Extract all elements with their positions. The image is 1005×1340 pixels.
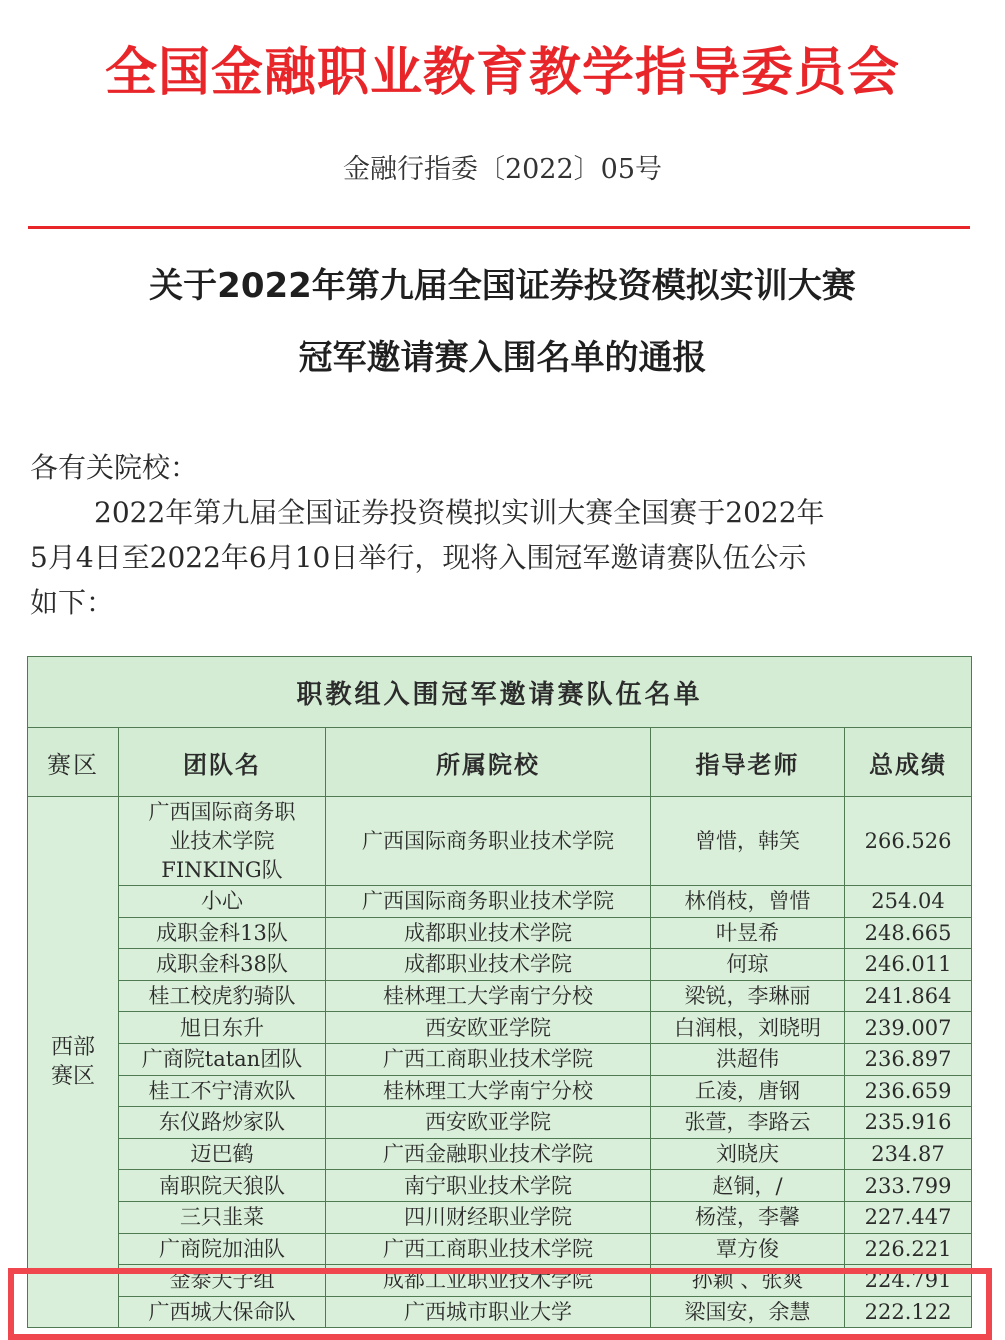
header-region: 赛区 (28, 728, 119, 797)
header-team: 团队名 (119, 728, 326, 797)
school-cell: 南宁职业技术学院 (326, 1170, 651, 1202)
intro-paragraph (30, 490, 960, 625)
score-cell: 246.011 (845, 949, 972, 981)
score-cell: 254.04 (845, 886, 972, 918)
score-cell: 226.221 (845, 1233, 972, 1265)
teacher-cell: 林俏枝，曾惜 (651, 886, 845, 918)
score-cell: 236.897 (845, 1043, 972, 1075)
paragraph-line: 2022年第九届全国证券投资模拟实训大赛全国赛于2022年 (94, 496, 825, 529)
school-cell: 西安欧亚学院 (326, 1012, 651, 1044)
score-cell: 227.447 (845, 1201, 972, 1233)
school-cell: 广西国际商务职业技术学院 (326, 797, 651, 886)
team-cell: 桂工不宁清欢队 (119, 1075, 326, 1107)
salutation: 各有关院校： (30, 451, 199, 484)
team-cell (119, 797, 326, 886)
teacher-cell: 白润根，刘晓明 (651, 1012, 845, 1044)
school-cell: 广西工商职业技术学院 (326, 1233, 651, 1265)
roster-table (27, 656, 972, 1328)
team-cell: 成职金科13队 (119, 917, 326, 949)
table-row (28, 949, 972, 981)
region-line: 赛区 (50, 1064, 95, 1090)
teacher-cell: 何琼 (651, 949, 845, 981)
score-cell: 236.659 (845, 1075, 972, 1107)
school-cell: 广西国际商务职业技术学院 (326, 886, 651, 918)
team-line: 业技术学院 (169, 828, 275, 853)
team-cell: 广西城大保命队 (119, 1296, 326, 1328)
school-cell: 西安欧亚学院 (326, 1107, 651, 1139)
teacher-cell: 刘晓庆 (651, 1138, 845, 1170)
region-line: 西部 (50, 1035, 95, 1061)
school-cell: 四川财经职业学院 (326, 1201, 651, 1233)
team-cell: 成职金科38队 (119, 949, 326, 981)
paragraph-line: 5月4日至2022年6月10日举行，现将入围冠军邀请赛队伍公示 (30, 541, 807, 574)
school-cell: 成都职业技术学院 (326, 949, 651, 981)
teacher-cell: 张萱，李路云 (651, 1107, 845, 1139)
team-cell: 南职院天狼队 (119, 1170, 326, 1202)
school-cell: 广西城市职业大学 (326, 1296, 651, 1328)
score-cell: 241.864 (845, 980, 972, 1012)
school-cell: 广西金融职业技术学院 (326, 1138, 651, 1170)
teacher-cell: 洪超伟 (651, 1043, 845, 1075)
team-line: 广西国际商务职 (148, 799, 296, 824)
school-cell: 广西工商职业技术学院 (326, 1043, 651, 1075)
table-row (28, 797, 972, 886)
region-cell (28, 797, 119, 1328)
organization-title: 全国金融职业教育教学指导委员会 (104, 43, 900, 103)
score-cell: 239.007 (845, 1012, 972, 1044)
teacher-cell: 覃方俊 (651, 1233, 845, 1265)
red-divider (28, 226, 970, 229)
score-cell: 233.799 (845, 1170, 972, 1202)
teacher-cell: 梁锐，李琳丽 (651, 980, 845, 1012)
school-cell: 桂林理工大学南宁分校 (326, 980, 651, 1012)
table-row (28, 1012, 972, 1044)
school-cell: 成都职业技术学院 (326, 917, 651, 949)
teacher-cell: 梁国安，余慧 (651, 1296, 845, 1328)
team-cell: 迈巴鹤 (119, 1138, 326, 1170)
document-number: 金融行指委〔2022〕05号 (342, 154, 663, 185)
team-line: FINKING队 (161, 857, 283, 882)
teacher-cell: 叶昱希 (651, 917, 845, 949)
team-cell: 三只韭菜 (119, 1201, 326, 1233)
table-row (28, 980, 972, 1012)
headline-line-1: 关于2022年第九届全国证券投资模拟实训大赛 (149, 266, 856, 306)
header-teacher: 指导老师 (651, 728, 845, 797)
header-score: 总成绩 (845, 728, 972, 797)
table-row (28, 1138, 972, 1170)
school-cell: 桂林理工大学南宁分校 (326, 1075, 651, 1107)
teacher-cell: 孙颖 、张爽 (651, 1265, 845, 1297)
score-cell: 235.916 (845, 1107, 972, 1139)
teacher-cell: 赵铜，/ (651, 1170, 845, 1202)
teacher-cell: 丘凌，唐钢 (651, 1075, 845, 1107)
score-cell: 266.526 (845, 797, 972, 886)
table-row (28, 1075, 972, 1107)
table-row (28, 1265, 972, 1297)
team-cell: 旭日东升 (119, 1012, 326, 1044)
school-cell: 成都工业职业技术学院 (326, 1265, 651, 1297)
table-caption: 职教组入围冠军邀请赛队伍名单 (28, 657, 972, 728)
table-row (28, 1107, 972, 1139)
paragraph-line: 如下： (30, 586, 115, 619)
header-school: 所属院校 (326, 728, 651, 797)
score-cell: 222.122 (845, 1296, 972, 1328)
headline-line-2: 冠军邀请赛入围名单的通报 (298, 338, 707, 378)
team-cell: 小心 (119, 886, 326, 918)
score-cell: 224.791 (845, 1265, 972, 1297)
team-cell: 东仪路炒家队 (119, 1107, 326, 1139)
table-row (28, 1043, 972, 1075)
table-row (28, 1296, 972, 1328)
table-row (28, 917, 972, 949)
team-cell: 广商院tatan团队 (119, 1043, 326, 1075)
team-cell: 广商院加油队 (119, 1233, 326, 1265)
score-cell: 234.87 (845, 1138, 972, 1170)
table-row (28, 1201, 972, 1233)
teacher-cell: 杨滢，李馨 (651, 1201, 845, 1233)
team-cell: 桂工校虎豹骑队 (119, 980, 326, 1012)
score-cell: 248.665 (845, 917, 972, 949)
table-row (28, 1170, 972, 1202)
table-row (28, 886, 972, 918)
table-row (28, 1233, 972, 1265)
teacher-cell: 曾惜，韩笑 (651, 797, 845, 886)
team-cell: 金泰天子组 (119, 1265, 326, 1297)
